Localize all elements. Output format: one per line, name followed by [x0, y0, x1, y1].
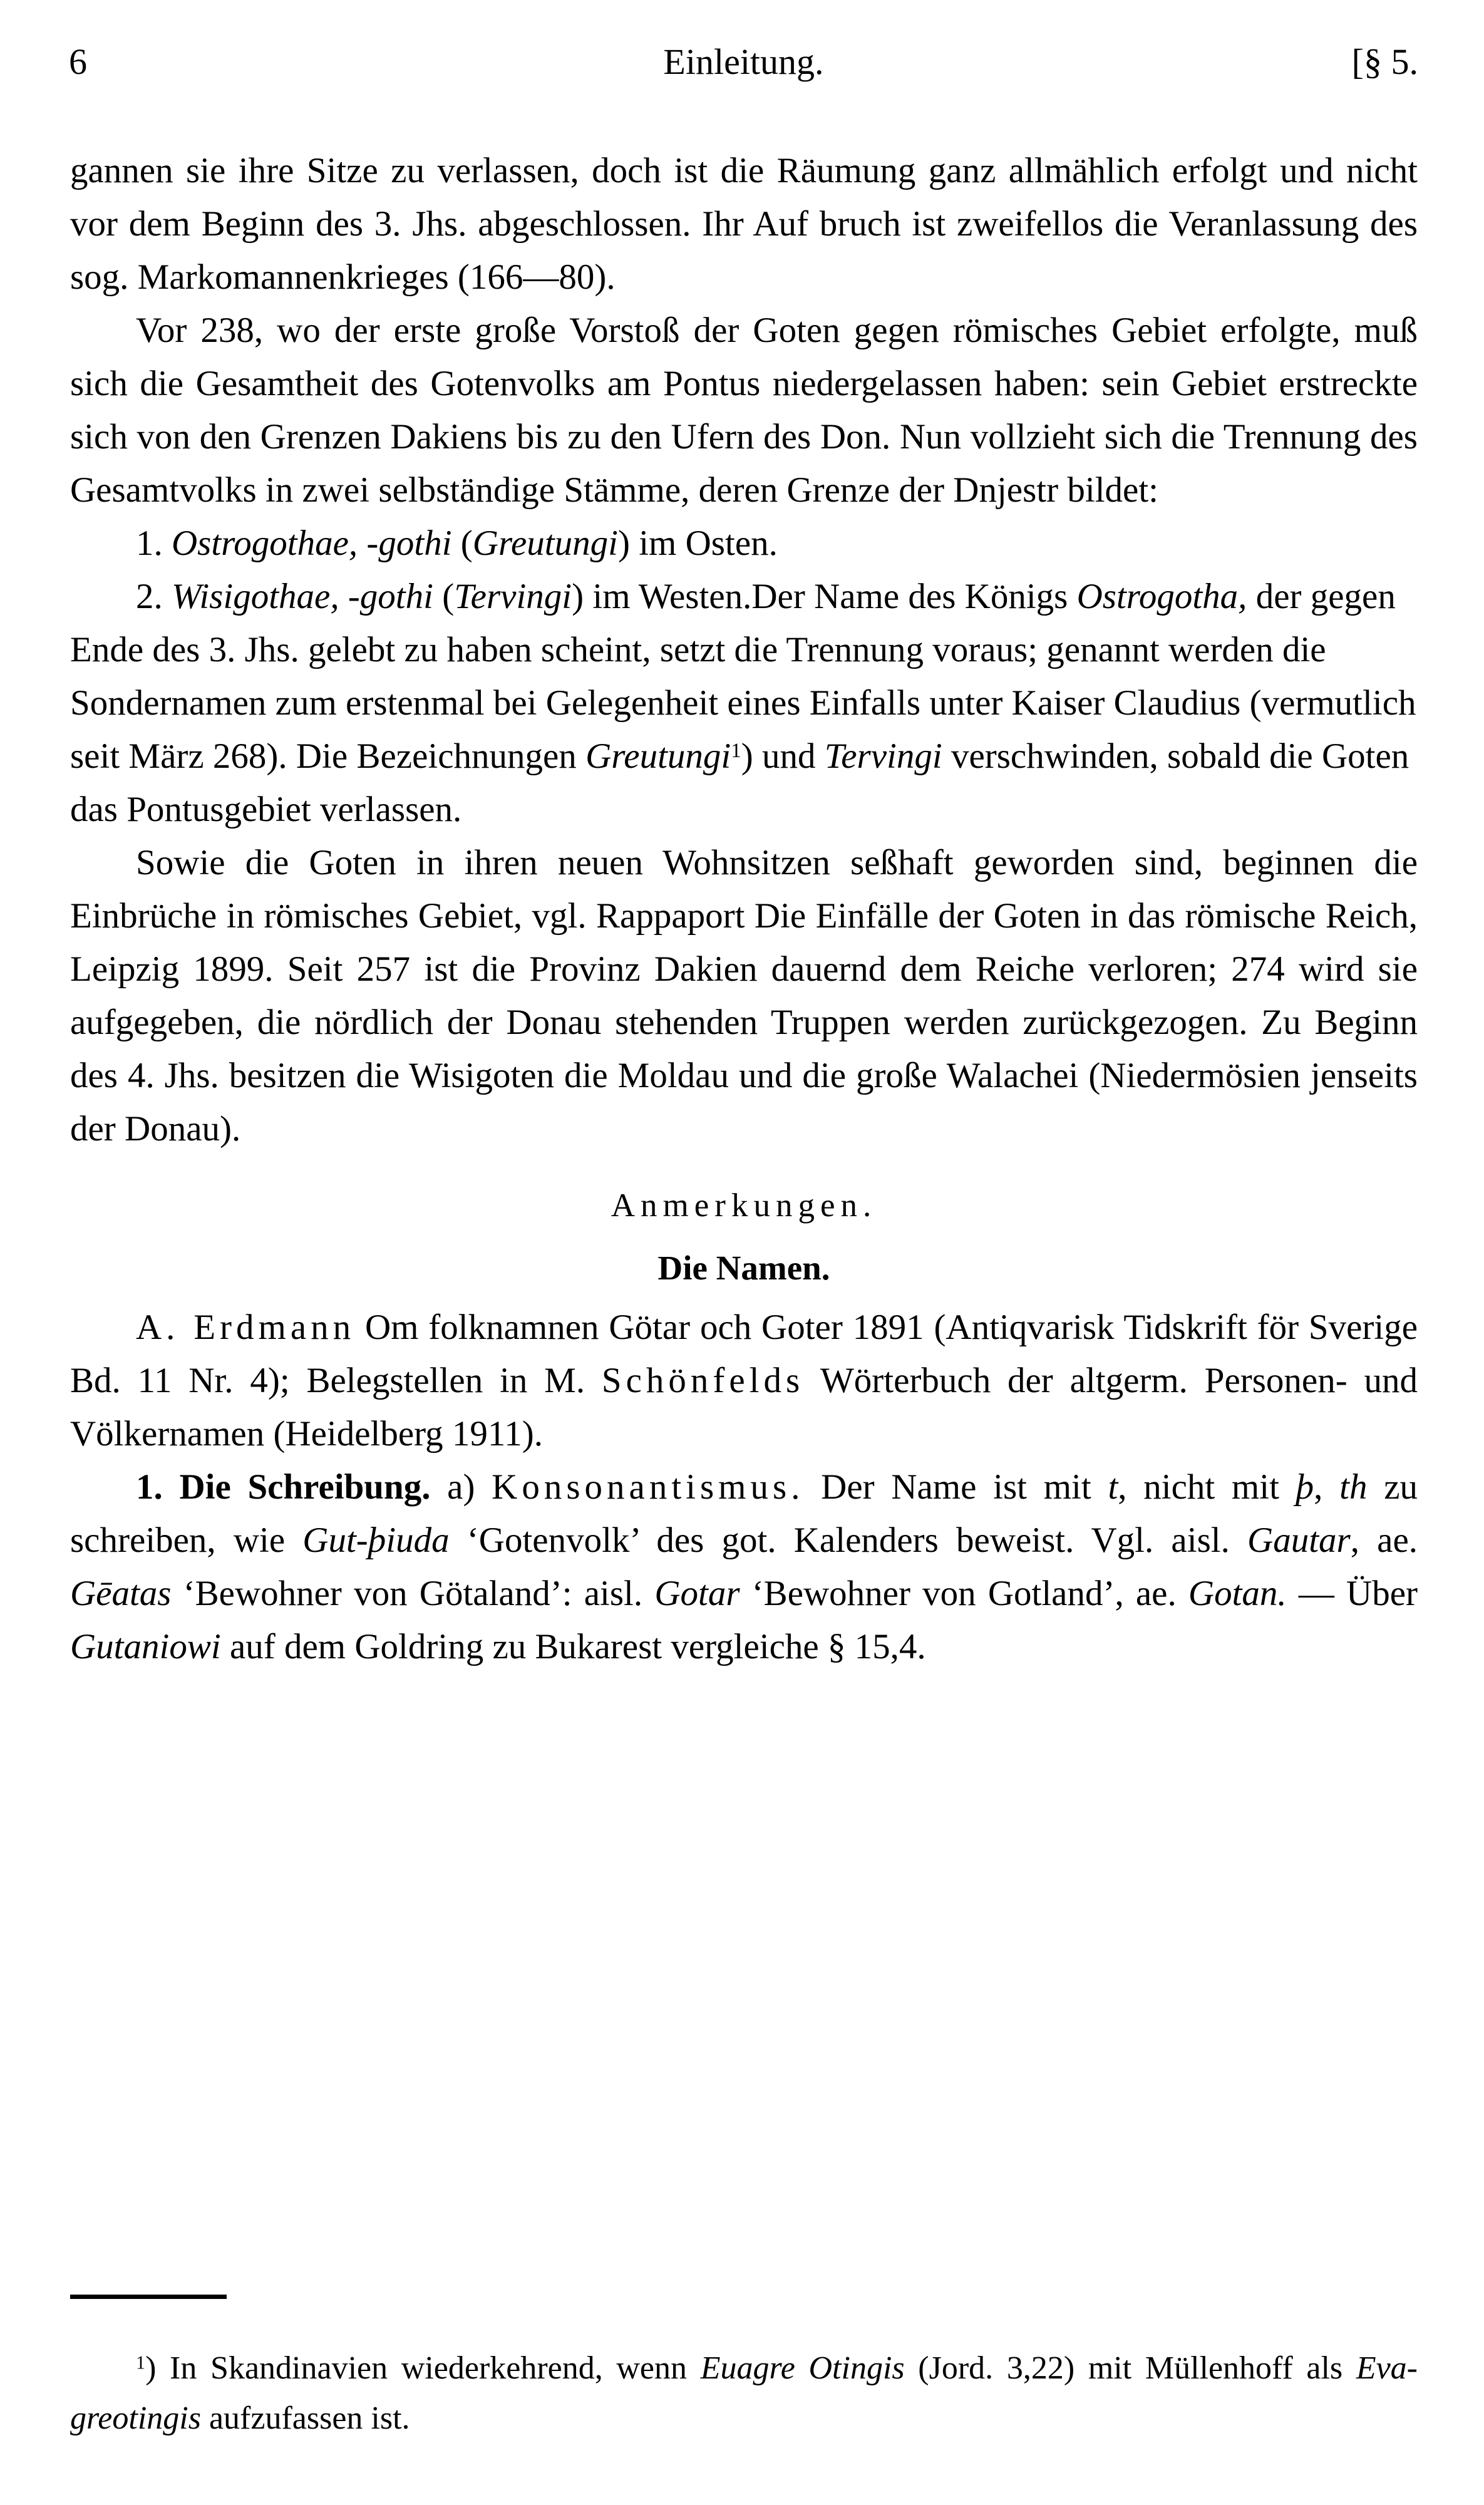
footnote-1: [70, 2343, 1418, 2444]
term-greutungi: Greutungi: [585, 736, 731, 776]
list-item-number: 2.: [136, 577, 163, 616]
list-item-tail: ) im Osten.: [617, 524, 778, 563]
paragraph-bibliography: [70, 1301, 1418, 1460]
list-item-number: 1.: [136, 524, 163, 563]
term-gutaniowi: Gutaniowi: [70, 1627, 221, 1666]
label-die-schreibung: 1. Die Schreibung.: [136, 1467, 431, 1507]
footnote-part-1: ) In Skandinavien wiederkehrend, wenn: [145, 2350, 701, 2386]
author-schoenfelds: Schönfelds: [601, 1361, 805, 1400]
paragraph-1-text: gannen sie ihre Sitze zu verlassen, doch ist die Räumung ganz allmählich erfolgt und nicht vor dem Beginn des 3. Jhs. abgeschlossen. Ihr Auf bruch ist zweifellos die Veranlassung des sog. Markomannenkrieges (166—80).: [70, 151, 1418, 297]
letter-t-italic: t: [1108, 1467, 1118, 1507]
list-item-alt-name: Greutungi: [472, 524, 618, 563]
paren-open: (: [442, 577, 455, 616]
paragraph-4-text: Sowie die Goten in ihren neuen Wohnsitzen seßhaft geworden sind, beginnen die Einbrüche in römisches Gebiet, vgl. Rappaport Die Einfälle der Goten in das römische Reich, Leipzig 1899. Seit 257 ist die Provinz Dakien dauernd dem Reiche verloren; 274 wird sie aufgegeben, die nördlich der Donau stehenden Truppen werden zurückgezogen. Zu Beginn des 4. Jhs. besitzen die Wisigoten die Moldau und die große Walachei (Niedermösien jenseits der Donau).: [70, 843, 1418, 1149]
list-item-alt-name: Tervingi: [454, 577, 572, 616]
footnote-separator-rule: [70, 2295, 227, 2299]
body-text: [70, 144, 1418, 1673]
paragraph-vor-238: [70, 304, 1418, 517]
term-gautar: Gautar: [1247, 1521, 1351, 1560]
footnote-area: [70, 2343, 1418, 2444]
paragraph-3-lead: Der Name des Königs: [751, 577, 1077, 616]
running-head-title: Einleitung.: [663, 41, 824, 82]
schreibung-text-7: : aisl.: [562, 1574, 655, 1613]
gloss-bewohner-gotaland: ‘Bewohner von Götaland’: [171, 1574, 562, 1613]
list-item-latin-name: Wisigothae, -gothi: [172, 577, 433, 616]
gloss-gotenvolk: ‘Gotenvolk’: [449, 1521, 639, 1560]
list-item: [70, 517, 1418, 570]
paren-open: (: [460, 524, 473, 563]
term-gotar: Gotar: [654, 1574, 740, 1613]
list-item-latin-name: Ostrogothae, -gothi: [172, 524, 452, 563]
footnote-reference[interactable]: 1: [731, 739, 741, 762]
schreibung-text-3: ,: [1314, 1467, 1340, 1507]
footnote-term-eva-greotingis: Eva-greotingis: [70, 2350, 1418, 2436]
list-item: [70, 570, 1418, 836]
schreibung-text-5: des got. Kalenders beweist. Vgl. aisl.: [639, 1521, 1248, 1560]
footnote-part-3: aufzufassen ist.: [200, 2400, 410, 2436]
section-marker: [§ 5.: [1351, 41, 1418, 82]
king-name-italic: Ostrogotha,: [1076, 577, 1247, 616]
running-head: [69, 41, 1418, 94]
term-gut-thiuda: Gut-þiuda: [302, 1521, 450, 1560]
letters-th-italic: th: [1339, 1467, 1368, 1507]
heading-anmerkungen: Anmerkungen.: [611, 1187, 877, 1224]
schreibung-text-9: — Über: [1286, 1574, 1418, 1613]
schreibung-text-8: , ae.: [1115, 1574, 1188, 1613]
paragraph-2-text: Vor 238, wo der erste große Vorstoß der Goten gegen römisches Gebiet erfolgte, muß sich die Gesamtheit des Gotenvolks am Pontus niedergelassen haben: sein Gebiet erstreckte sich von den Grenzen Dakiens bis zu den Ufern des Don. Nun vollzieht sich die Trennung des Gesamtvolks in zwei selbständige Stämme, deren Grenze der Dnjestr bildet:: [70, 311, 1418, 510]
author-erdmann: A. Erdmann: [136, 1308, 356, 1347]
label-konsonantismus: Konsonantismus.: [492, 1467, 805, 1507]
list-item-tail: ) im Westen.: [572, 577, 752, 616]
schreibung-text-4: zu schreiben, wie: [70, 1467, 1418, 1560]
footnote-number: 1: [136, 2352, 146, 2373]
term-geatas: Gēatas: [70, 1574, 172, 1613]
schreibung-text-2: , nicht mit: [1118, 1467, 1296, 1507]
heading-die-namen: Die Namen.: [657, 1249, 830, 1287]
term-gotan: Gotan.: [1188, 1574, 1287, 1613]
paragraph-3-tail: verschwinden, sobald die Goten das Pontusgebiet verlassen.: [70, 736, 1409, 829]
bibliography-rest: Om folknamnen Götar och Goter 1891 (Antiqvarisk Tidskrift för Sverige Bd. 11 Nr. 4); Belegstellen in M.: [70, 1308, 1418, 1400]
paragraph-3-mid: der gegen Ende des 3. Jhs. gelebt zu haben scheint, setzt die Trennung voraus; genannt werden die Sondernamen zum erstenmal bei Gelegenheit eines Einfalls unter Kaiser Claudius (vermutlich seit März 268). Die Bezeichnungen: [70, 577, 1416, 776]
paragraph-continued: [70, 144, 1418, 304]
paragraph-3-after-marker: ) und: [741, 736, 825, 776]
letter-thorn-italic: þ: [1296, 1467, 1314, 1507]
page-number: 6: [69, 41, 87, 82]
term-tervingi: Tervingi: [824, 736, 942, 776]
footnote-term-euagre-otingis: Euagre Otingis: [700, 2350, 905, 2386]
footnote-part-2: (Jord. 3,22) mit Müllenhoff als: [904, 2350, 1356, 2386]
bibliography-rest-2: Wörterbuch der altgerm. Personen- und Völkernamen (Heidelberg 1911).: [70, 1361, 1418, 1454]
schreibung-text-10: auf dem Goldring zu Bukarest vergleiche § 15,4.: [220, 1627, 926, 1666]
label-a: a): [430, 1467, 492, 1507]
paragraph-schreibung: [70, 1460, 1418, 1673]
gloss-bewohner-gotland: ‘Bewohner von Gotland’: [739, 1574, 1115, 1613]
schreibung-text-1: Der Name ist mit: [804, 1467, 1108, 1507]
paragraph-sowie-die-goten: [70, 836, 1418, 1155]
schreibung-text-6: , ae.: [1350, 1521, 1418, 1560]
